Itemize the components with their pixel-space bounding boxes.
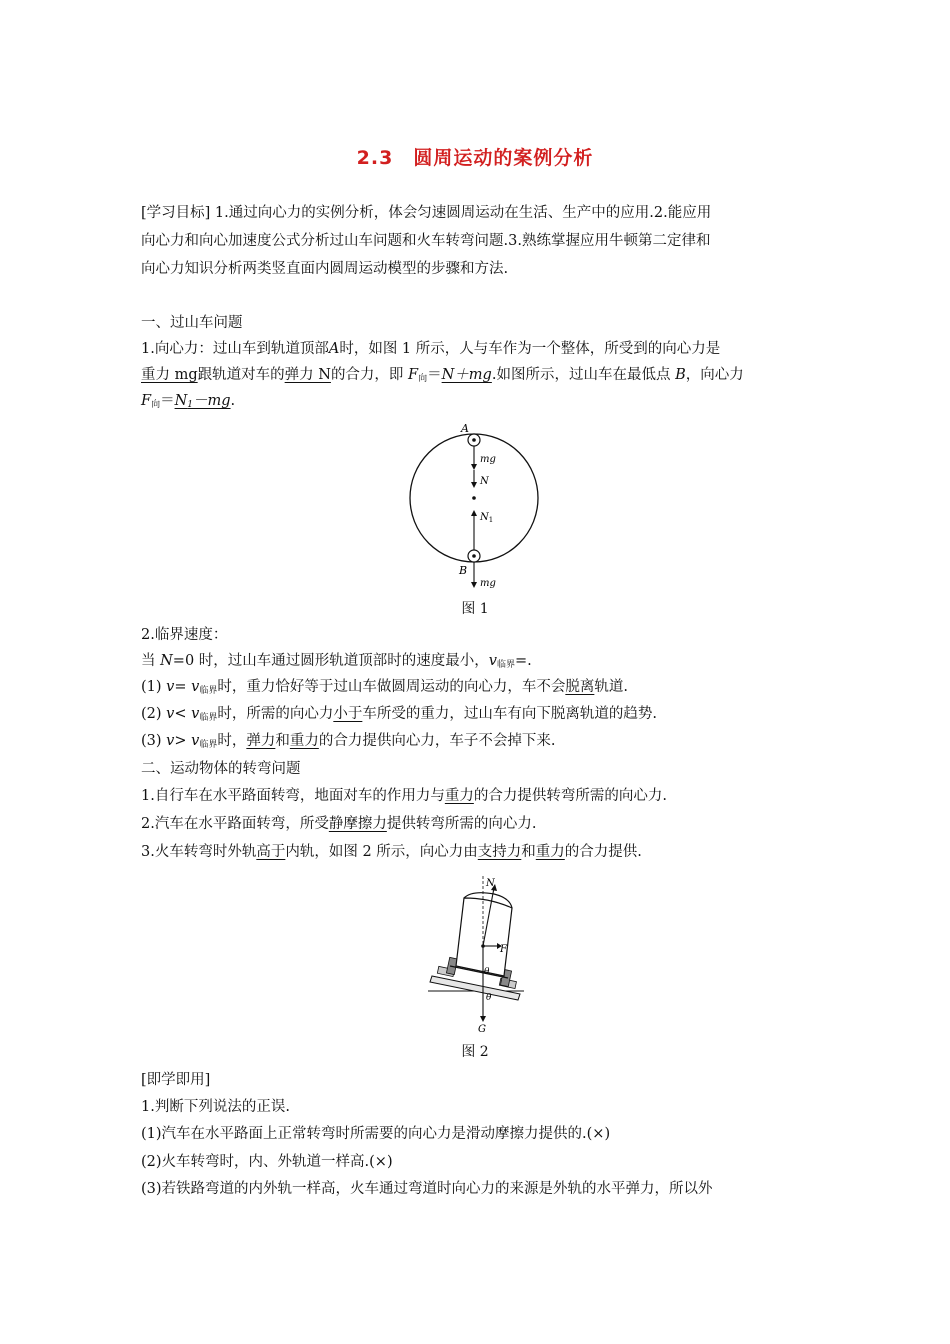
figure-2-caption: 图 2 (461, 1044, 489, 1060)
label-A: A (461, 422, 469, 435)
car-bottom-dot (472, 554, 476, 558)
page-title: 2.3 圆周运动的案例分析 (356, 147, 594, 169)
s2-line2: 2.汽车在水平路面转弯，所受静摩擦力提供转弯所需的向心力. (141, 816, 537, 832)
blank-static-friction: 静摩擦力 (328, 816, 387, 832)
blank-gravity: 重力 mg (141, 367, 198, 383)
blank-less-than: 小于 (333, 706, 363, 722)
section1-heading: 一、过山车问题 (141, 315, 243, 331)
s1-p1-line1: 1.向心力：过山车到轨道顶部A时，如图 1 所示，人与车作为一个整体，所受到的向心力是 (141, 341, 721, 357)
figure-2-train-diagram (420, 870, 530, 1035)
figure-1-loop-diagram (400, 418, 550, 596)
blank-elastic-force: 弹力 N (284, 367, 331, 383)
arrow-N1-head (471, 510, 477, 516)
blank-weight: 重力 (289, 733, 319, 749)
blank-elastic: 弹力 (246, 733, 276, 749)
practice-heading: [即学即用] (141, 1072, 211, 1088)
center-of-mass (481, 944, 485, 948)
label-N-force: N (486, 878, 495, 889)
label-theta-2: θ (486, 993, 492, 1003)
blank-detach: 脱离 (565, 679, 595, 695)
label-theta-1: θ (484, 967, 490, 977)
arrow-mg-bottom-head (471, 582, 477, 588)
s1-p1-line2: 重力 mg跟轨道对车的弹力 N的合力，即 $F_向=N+mg$.如图所示，过山车在最低点 B，向心力 (141, 367, 744, 384)
s2-line3: 3.火车转弯时外轨高于内轨，如图 2 所示，向心力由支持力和重力的合力提供. (141, 844, 642, 860)
blank-support-force: 支持力 (477, 844, 522, 860)
blank-sum: N＋mg (441, 367, 492, 383)
car-top-dot (472, 438, 476, 442)
figure-1-caption: 图 1 (461, 601, 489, 617)
objectives-line-3: 向心力知识分析两类竖直面内圆周运动模型的步骤和方法. (141, 261, 509, 277)
s2-line1: 1.自行车在水平路面转弯，地面对车的作用力与重力的合力提供转弯所需的向心力. (141, 788, 667, 804)
label-B: B (459, 564, 468, 577)
s1-p2-item1: (1) $v= v_{临界}$时，重力恰好等于过山车做圆周运动的向心力，车不会脱离轨道. (141, 679, 628, 696)
arrow-mg-top-head (471, 464, 477, 470)
blank-difference: $N_1-mg$ (174, 393, 231, 410)
statement-1: (1)汽车在水平路面上正常转弯时所需要的向心力是滑动摩擦力提供的.(×) (141, 1126, 611, 1142)
s1-p2-heading: 2.临界速度： (141, 627, 228, 643)
label-mg-top: mg (480, 454, 496, 465)
s1-p2-item2: (2) $v< v_{临界}$时，所需的向心力小于车所受的重力，过山车有向下脱离轨道的趋势. (141, 706, 657, 723)
objectives-line-2: 向心力和向心加速度公式分析过山车问题和火车转弯问题.3.熟练掌握应用牛顿第二定律和 (141, 233, 711, 249)
blank-higher: 高于 (256, 844, 286, 860)
statement-2: (2)火车转弯时，内、外轨道一样高.(×) (141, 1154, 393, 1170)
objectives-line-1: [学习目标] 1.通过向心力的实例分析，体会匀速圆周运动在生活、生产中的应用.2.能应用 (141, 205, 712, 221)
label-N1: $N_1$ (480, 512, 494, 524)
s1-p2-item3: (3) $v> v_{临界}$时，弹力和重力的合力提供向心力，车子不会掉下来. (141, 733, 556, 750)
blank-gravity-2: 重力 (444, 788, 474, 804)
blank-gravity-3: 重力 (535, 844, 565, 860)
loop-center (472, 496, 476, 500)
statement-3: (3)若铁路弯道的内外轨一样高，火车通过弯道时向心力的来源是外轨的水平弹力，所以外 (141, 1181, 713, 1197)
arrow-G-head (480, 1016, 486, 1022)
section2-heading: 二、运动物体的转弯问题 (141, 761, 301, 777)
label-N: N (480, 476, 489, 487)
label-F: F (500, 944, 507, 955)
carriage-body (456, 898, 512, 976)
practice-q1: 1.判断下列说法的正误. (141, 1099, 290, 1115)
arrow-N-top-head (471, 482, 477, 488)
s1-p2-line1: 当 N=0 时，过山车通过圆形轨道顶部时的速度最小，$v_{临界}=$. (141, 653, 532, 670)
s1-p1-line3: $F_向=N_1-mg$. (141, 393, 236, 410)
label-G: G (478, 1024, 486, 1035)
label-mg-bottom: mg (480, 578, 496, 589)
